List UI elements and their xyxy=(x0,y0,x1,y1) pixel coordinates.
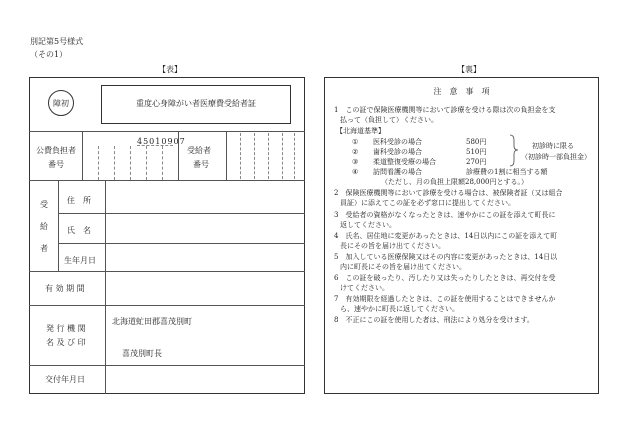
digit-divider xyxy=(282,133,283,179)
fee-amount: 510円 xyxy=(466,148,487,156)
payer-number: 45010907 xyxy=(137,137,186,146)
digit-divider xyxy=(162,146,163,180)
fee-num: ③ xyxy=(352,158,359,166)
category-stamp: 障初 xyxy=(48,90,74,116)
recipient-group-char: 給 xyxy=(40,222,48,231)
note-item-1b: 払って（負担して）ください。 xyxy=(340,116,438,124)
note-line: ら、速やかに町長に返してください。 xyxy=(340,305,459,313)
address-label: 住 所 xyxy=(67,196,91,205)
note-item-1a: 1 この証で保険医療機関等において診療を受ける際は次の負担金を支 xyxy=(334,106,556,114)
fee-amount: 270円 xyxy=(466,158,487,166)
recipient-no-label-1: 受給者 xyxy=(187,146,211,155)
note-line: 2 保険医療機関等において診療を受ける場合は、被保険者証（又は組合 xyxy=(334,189,563,197)
note-line: 長にその旨を届け出てください。 xyxy=(340,242,445,250)
fee-label: 歯科受診の場合 xyxy=(373,148,422,156)
col-divider xyxy=(105,365,106,394)
recipient-group-char: 受 xyxy=(40,200,48,209)
col-divider xyxy=(58,180,59,271)
name-label: 氏 名 xyxy=(67,226,91,235)
note-line: 6 この証を破ったり、汚したり又は失ったりしたときは、再交付を受 xyxy=(334,274,556,282)
issuer-label-1: 発 行 機 関 xyxy=(46,324,86,333)
criteria-label: 【北海道基準】 xyxy=(336,127,385,135)
note-line: 員証）に添えてこの証を必ず窓口に提出してください。 xyxy=(340,199,515,207)
recipient-group-char: 者 xyxy=(40,244,48,253)
note-line: 5 加入している医療保険又はその内容に変更があったときは、14日以 xyxy=(334,253,558,261)
row-divider xyxy=(58,213,305,214)
validity-label: 有 効 期 間 xyxy=(45,284,85,293)
brace-note-2: （初診時一部負担金） xyxy=(521,153,591,161)
digit-divider xyxy=(254,133,255,179)
digit-divider xyxy=(240,133,241,179)
issuer-address: 北海道虻田郡喜茂別町 xyxy=(112,317,192,326)
digit-divider xyxy=(294,133,295,179)
row-divider xyxy=(58,243,305,244)
row-divider xyxy=(29,305,305,306)
row-divider xyxy=(29,271,305,272)
fee-label: 柔道整復受療の場合 xyxy=(373,158,436,166)
brace-note-1: 初診時に限る xyxy=(532,142,574,150)
fee-num: ① xyxy=(352,138,359,146)
row-divider xyxy=(29,131,305,132)
fee-num: ④ xyxy=(352,168,359,176)
recipient-no-label-2: 番号 xyxy=(193,160,209,169)
col-divider xyxy=(178,131,179,180)
col-divider xyxy=(82,131,83,180)
brace-icon xyxy=(508,134,520,167)
col-divider xyxy=(105,305,106,365)
row-divider xyxy=(29,180,305,181)
issue-date-label: 交付年月日 xyxy=(45,375,85,384)
fee-label: 訪問看護の場合 xyxy=(373,168,422,176)
fee-label: 医科受診の場合 xyxy=(373,138,422,146)
back-label: 【裏】 xyxy=(457,65,481,74)
note-line: 7 有効期限を経過したときは、この証を使用することはできませんか xyxy=(334,295,556,303)
payer-label-1: 公費負担者 xyxy=(36,146,76,155)
notes-heading: 注 意 事 項 xyxy=(433,87,490,96)
note-line: 返してください。 xyxy=(340,221,396,229)
note-line: 8 不正にこの証を使用した者は、刑法により処分を受けます。 xyxy=(334,316,534,324)
fee-num: ② xyxy=(352,148,359,156)
note-line: けてください。 xyxy=(340,284,389,292)
digit-divider xyxy=(146,146,147,180)
issuer-name: 喜茂別町長 xyxy=(122,349,162,358)
birth-label: 生年月日 xyxy=(64,256,96,265)
limit-note: （ただし、月の負担上限額28,000円とする。） xyxy=(381,178,528,186)
digit-divider xyxy=(268,133,269,179)
certificate-title: 重度心身障がい者医療費受給者証 xyxy=(136,99,256,108)
col-divider xyxy=(105,180,106,271)
note-line: 内に町長にその旨を届け出てください。 xyxy=(340,263,466,271)
digit-guide xyxy=(137,145,173,146)
col-divider xyxy=(226,131,227,180)
digit-divider xyxy=(98,146,99,180)
form-sub: （その1） xyxy=(30,50,68,59)
note-line: 4 氏名、居住地に変更があったときは、14日以内にこの証を添えて町 xyxy=(334,232,558,240)
digit-divider xyxy=(114,146,115,180)
col-divider xyxy=(105,271,106,305)
payer-label-2: 番号 xyxy=(48,160,64,169)
recipient-group-label xyxy=(39,198,49,256)
fee-amount: 580円 xyxy=(466,138,487,146)
form-name: 別記第5号様式 xyxy=(30,37,84,46)
front-label: 【表】 xyxy=(158,65,182,74)
digit-divider xyxy=(130,146,131,180)
row-divider xyxy=(29,365,305,366)
fee-amount: 診療費の1割に相当する額 xyxy=(466,168,548,176)
issuer-label-2: 名 及 び 印 xyxy=(46,338,86,347)
note-line: 3 受給者の資格がなくなったときは、速やかにこの証を添えて町長に xyxy=(334,211,556,219)
